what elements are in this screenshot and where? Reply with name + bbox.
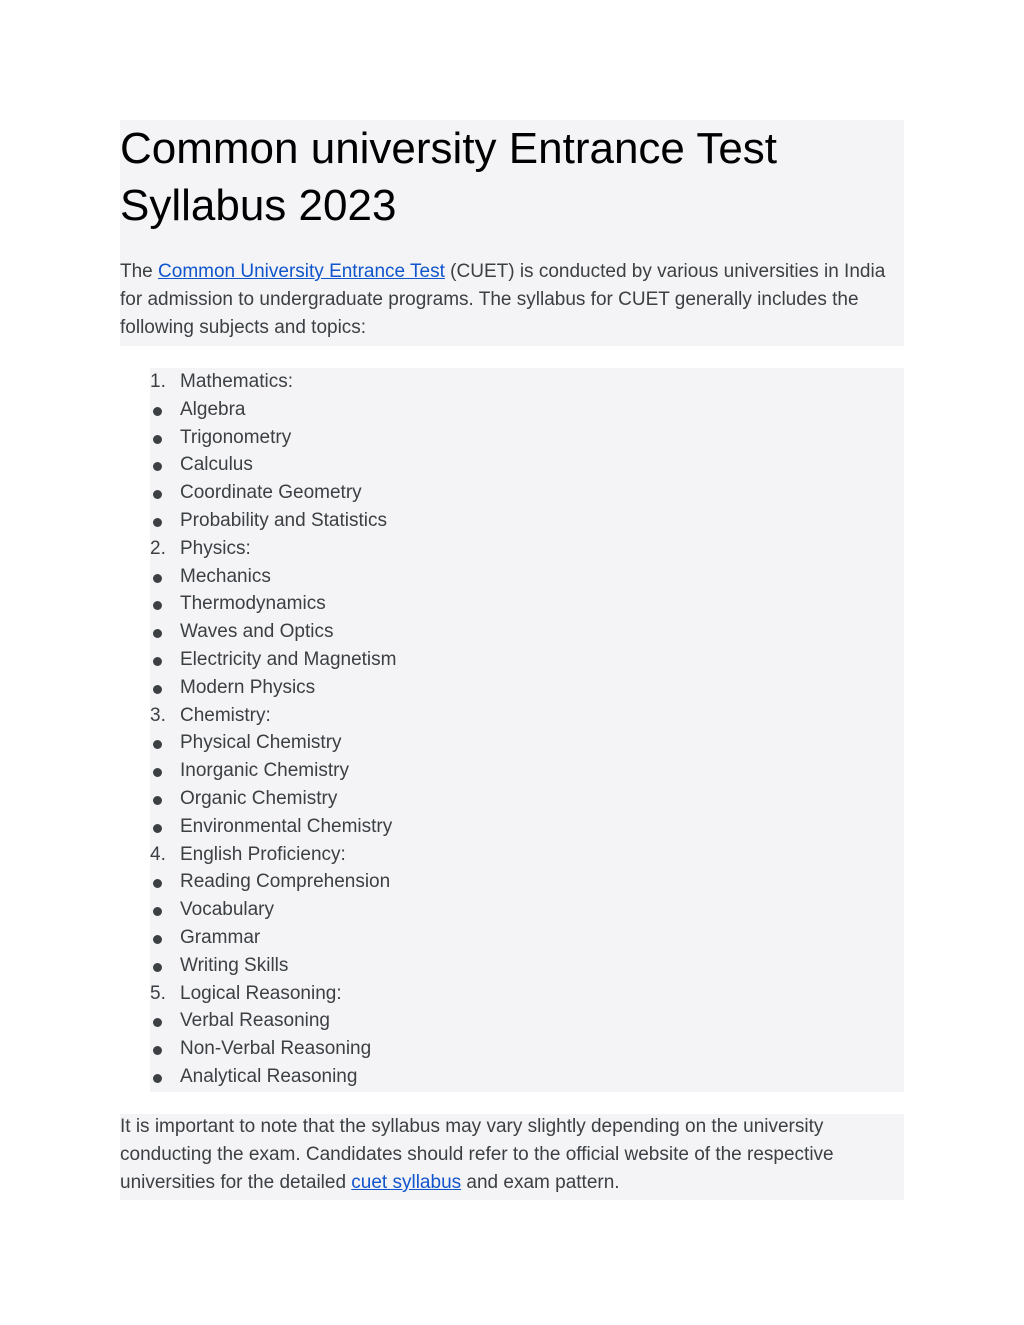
bullet-dot — [153, 407, 162, 416]
topic-item — [150, 757, 396, 785]
footer-paragraph — [120, 1113, 904, 1197]
bullet-dot — [153, 601, 162, 610]
list-item-text: Organic Chemistry — [180, 787, 338, 809]
topic-item — [150, 451, 396, 479]
list-item-text: Algebra — [180, 398, 246, 420]
list-number: 2. — [150, 537, 166, 559]
list-item-text: Calculus — [180, 454, 253, 476]
list-item-text: Mathematics: — [180, 371, 293, 392]
list-number: 1. — [150, 371, 166, 392]
topic-item — [150, 729, 396, 757]
bullet-dot — [153, 518, 162, 527]
footer-section — [120, 1114, 904, 1200]
topic-item — [150, 674, 396, 702]
bullet-dot — [153, 879, 162, 888]
list-item-text: Waves and Optics — [180, 621, 334, 643]
list-number: 3. — [150, 704, 166, 726]
list-item-text: Physical Chemistry — [180, 732, 342, 754]
topic-item — [150, 590, 396, 618]
syllabus-list — [150, 368, 396, 1091]
topic-item — [150, 507, 396, 535]
bullet-dot — [153, 796, 162, 805]
bullet-dot — [153, 685, 162, 694]
list-item-text: Grammar — [180, 926, 261, 948]
footer-prefix: It is important to note that the syllabus may vary slightly depending on the university conducting the exam. Candidates should refer to the official website of the respective universities for the detailed — [120, 1116, 834, 1193]
list-item-text: Writing Skills — [180, 954, 289, 976]
bullet-dot — [153, 657, 162, 666]
list-item-text: Vocabulary — [180, 899, 275, 921]
intro-suffix: (CUET) is conducted by various universities in India for admission to undergraduate programs. The syllabus for CUET generally includes the following subjects and topics: — [120, 261, 886, 338]
bullet-dot — [153, 740, 162, 749]
list-item-text: Analytical Reasoning — [180, 1065, 358, 1087]
bullet-dot — [153, 1074, 162, 1083]
cuet-link[interactable]: Common University Entrance Test — [158, 261, 445, 282]
footer-suffix: and exam pattern. — [461, 1172, 620, 1193]
intro-paragraph — [120, 258, 904, 342]
list-item-text: Reading Comprehension — [180, 871, 391, 893]
bullet-dot — [153, 435, 162, 444]
title-section — [120, 120, 904, 346]
list-item-text: Modern Physics — [180, 676, 316, 698]
topic-item — [150, 813, 396, 841]
topic-item — [150, 1035, 396, 1063]
bullet-dot — [153, 574, 162, 583]
subject-item — [150, 368, 396, 396]
bullet-dot — [153, 907, 162, 916]
list-number: 5. — [150, 982, 166, 1004]
topic-item — [150, 896, 396, 924]
intro-prefix: The — [120, 261, 159, 282]
page-title: Common university Entrance Test Syllabus 2023 — [120, 124, 778, 230]
subject-item — [150, 702, 396, 730]
bullet-dot — [153, 824, 162, 833]
bullet-dot — [153, 1018, 162, 1027]
list-item-text: Thermodynamics — [180, 593, 326, 615]
topic-item — [150, 1063, 396, 1091]
bullet-dot — [153, 935, 162, 944]
list-item-text: English Proficiency: — [180, 843, 346, 865]
list-item-text: Electricity and Magnetism — [180, 648, 397, 670]
list-number: 4. — [150, 843, 166, 865]
bullet-dot — [153, 462, 162, 471]
list-item-text: Trigonometry — [180, 426, 292, 448]
bullet-dot — [153, 768, 162, 777]
topic-item — [150, 646, 396, 674]
list-item-text: Environmental Chemistry — [180, 815, 393, 837]
list-item-text: Chemistry: — [180, 704, 271, 726]
topic-item — [150, 618, 396, 646]
list-item-text: Logical Reasoning: — [180, 982, 342, 1004]
list-item-text: Coordinate Geometry — [180, 482, 362, 504]
topic-item — [150, 1007, 396, 1035]
topic-item — [150, 924, 396, 952]
list-item-text: Probability and Statistics — [180, 509, 387, 531]
subject-item — [150, 535, 396, 563]
topic-item — [150, 952, 396, 980]
list-item-text: Physics: — [180, 537, 251, 559]
list-item-text: Non-Verbal Reasoning — [180, 1038, 372, 1060]
subject-item — [150, 841, 396, 869]
bullet-dot — [153, 490, 162, 499]
subject-item — [150, 980, 396, 1008]
topic-item — [150, 424, 396, 452]
topic-item — [150, 785, 396, 813]
topic-item — [150, 396, 396, 424]
topic-item — [150, 479, 396, 507]
syllabus-section — [150, 368, 904, 1092]
list-item-text: Inorganic Chemistry — [180, 760, 349, 782]
bullet-dot — [153, 629, 162, 638]
cuet-syllabus-link[interactable]: cuet syllabus — [351, 1172, 462, 1193]
list-item-text: Verbal Reasoning — [180, 1010, 330, 1032]
list-item-text: Mechanics — [180, 565, 271, 587]
topic-item — [150, 563, 396, 591]
bullet-dot — [153, 963, 162, 972]
bullet-dot — [153, 1046, 162, 1055]
topic-item — [150, 868, 396, 896]
